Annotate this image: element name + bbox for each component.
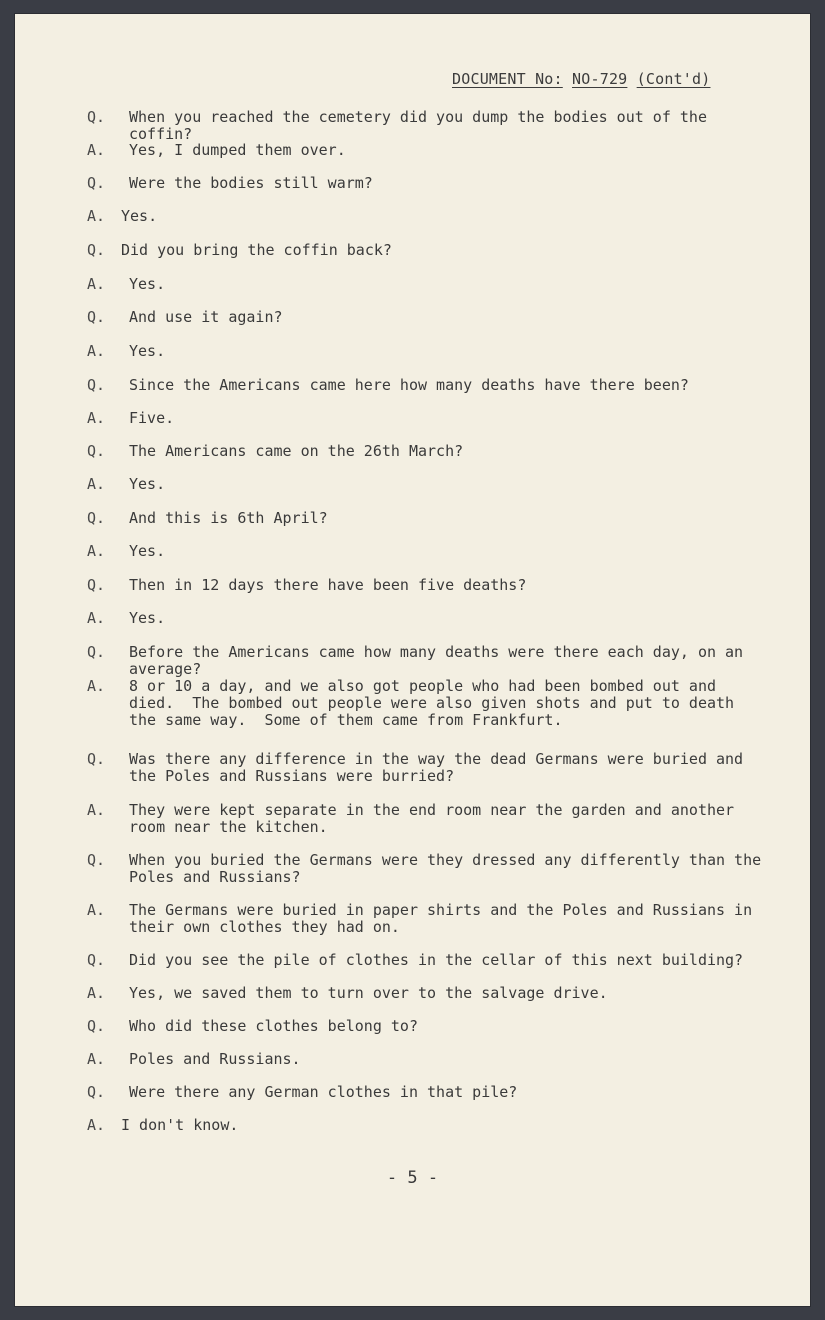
- qa-text: Since the Americans came here how many deaths have there been?: [129, 376, 689, 394]
- qa-label: Q.: [87, 108, 106, 126]
- qa-text: Who did these clothes belong to?: [129, 1017, 418, 1035]
- qa-label: Q.: [87, 442, 106, 460]
- qa-label: A.: [87, 901, 106, 919]
- qa-text: Five.: [129, 409, 175, 427]
- qa-text: 8 or 10 a day, and we also got people who had been bombed out and died. The bombed out people were also given shots and put to death the same way. Some of them came from Frankfurt.: [129, 677, 744, 729]
- qa-label: A.: [87, 1116, 106, 1134]
- qa-label: Q.: [87, 509, 106, 527]
- qa-text: Was there any difference in the way the dead Germans were buried and the Poles and Russians were burried?: [129, 750, 753, 785]
- qa-text: Yes.: [129, 475, 166, 493]
- qa-label: A.: [87, 409, 106, 427]
- qa-label: Q.: [87, 241, 106, 259]
- qa-entry: [87, 309, 767, 326]
- qa-label: A.: [87, 1050, 106, 1068]
- page-number: - 5 -: [386, 1168, 439, 1188]
- qa-text: Before the Americans came how many deaths were there each day, on an average?: [129, 643, 753, 678]
- document-page: [15, 14, 810, 1306]
- qa-label: A.: [87, 207, 106, 225]
- qa-label: Q.: [87, 750, 106, 768]
- qa-text: And use it again?: [129, 308, 283, 326]
- qa-entry: [87, 985, 767, 1002]
- qa-label: A.: [87, 609, 106, 627]
- qa-label: A.: [87, 542, 106, 560]
- qa-text: Yes, I dumped them over.: [129, 141, 346, 159]
- qa-entry: [87, 751, 767, 785]
- qa-entry: [87, 1084, 767, 1101]
- qa-text: Yes.: [129, 342, 166, 360]
- qa-text: Were the bodies still warm?: [129, 174, 373, 192]
- qa-label: A.: [87, 677, 106, 695]
- qa-text: When you buried the Germans were they dressed any differently than the Poles and Russians?: [129, 851, 771, 886]
- qa-entry: [87, 242, 767, 259]
- qa-entry: [87, 443, 767, 460]
- qa-entry: [87, 678, 767, 729]
- qa-text: Did you see the pile of clothes in the cellar of this next building?: [129, 951, 744, 969]
- qa-label: A.: [87, 342, 106, 360]
- qa-label: Q.: [87, 951, 106, 969]
- qa-entry: [87, 610, 767, 627]
- qa-label: A.: [87, 475, 106, 493]
- qa-label: Q.: [87, 308, 106, 326]
- qa-label: A.: [87, 141, 106, 159]
- qa-label: Q.: [87, 643, 106, 661]
- qa-label: Q.: [87, 851, 106, 869]
- qa-entry: [87, 208, 767, 225]
- qa-text: They were kept separate in the end room near the garden and another room near the kitchen.: [129, 801, 744, 836]
- qa-entry: [87, 142, 767, 159]
- qa-entry: [87, 510, 767, 527]
- qa-entry: [87, 1051, 767, 1068]
- qa-entry: [87, 577, 767, 594]
- qa-label: Q.: [87, 576, 106, 594]
- qa-text: Did you bring the coffin back?: [121, 241, 392, 259]
- qa-label: A.: [87, 801, 106, 819]
- document-label: DOCUMENT No:: [452, 70, 563, 88]
- qa-entry: [87, 902, 767, 936]
- qa-text: The Americans came on the 26th March?: [129, 442, 464, 460]
- qa-text: And this is 6th April?: [129, 509, 328, 527]
- qa-text: Yes.: [121, 207, 158, 225]
- qa-entry: [87, 543, 767, 560]
- qa-text: Were there any German clothes in that pile?: [129, 1083, 518, 1101]
- qa-entry: [87, 175, 767, 192]
- qa-entry: [87, 644, 767, 678]
- qa-entry: [87, 410, 767, 427]
- qa-entry: [87, 1117, 767, 1134]
- qa-text: Poles and Russians.: [129, 1050, 301, 1068]
- qa-entry: [87, 276, 767, 293]
- qa-entry: [87, 109, 767, 143]
- document-number: NO-729: [572, 70, 628, 88]
- qa-entry: [87, 377, 767, 394]
- qa-text: Yes.: [129, 275, 166, 293]
- qa-text: The Germans were buried in paper shirts and the Poles and Russians in their own clothes they had on.: [129, 901, 762, 936]
- qa-entry: [87, 343, 767, 360]
- qa-label: A.: [87, 275, 106, 293]
- qa-label: Q.: [87, 1083, 106, 1101]
- qa-text: Yes.: [129, 609, 166, 627]
- qa-label: Q.: [87, 376, 106, 394]
- qa-entry: [87, 802, 767, 836]
- qa-text: Then in 12 days there have been five deaths?: [129, 576, 527, 594]
- qa-label: Q.: [87, 174, 106, 192]
- continued-marker: (Cont'd): [636, 70, 711, 88]
- qa-label: A.: [87, 984, 106, 1002]
- document-number-header: [452, 70, 711, 88]
- qa-entry: [87, 952, 767, 969]
- qa-entry: [87, 476, 767, 493]
- qa-entry: [87, 1018, 767, 1035]
- qa-text: Yes.: [129, 542, 166, 560]
- qa-text: When you reached the cemetery did you dump the bodies out of the coffin?: [129, 108, 716, 143]
- qa-text: I don't know.: [121, 1116, 239, 1134]
- qa-entry: [87, 851, 771, 886]
- qa-label: Q.: [87, 1017, 106, 1035]
- qa-text: Yes, we saved them to turn over to the salvage drive.: [129, 984, 608, 1002]
